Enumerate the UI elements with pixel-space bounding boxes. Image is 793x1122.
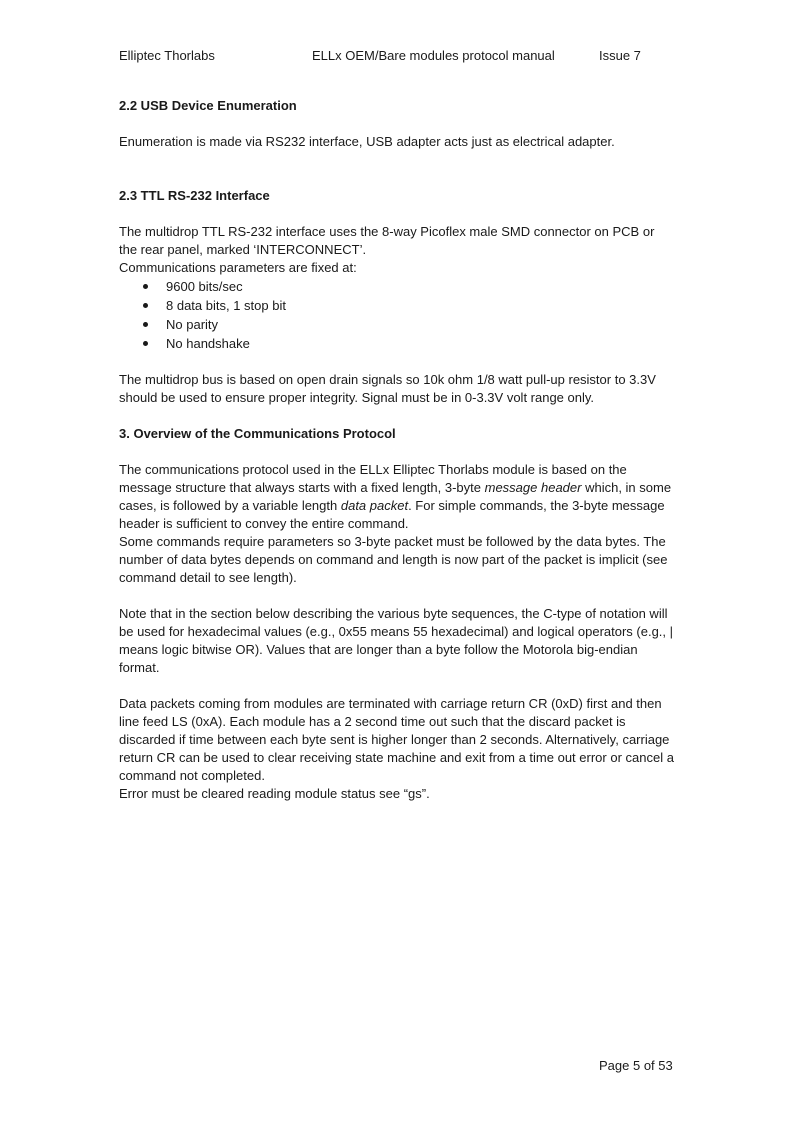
section-2-2-text: Enumeration is made via RS232 interface, USB adapter acts just as electrical adapter. (119, 134, 615, 149)
page-content (119, 97, 674, 803)
section-3-heading: 3. Overview of the Communications Protocol (119, 426, 396, 441)
list-item: No handshake (119, 334, 674, 353)
comm-parameters-list (119, 277, 674, 353)
list-item: No parity (119, 315, 674, 334)
section-2-3-heading: 2.3 TTL RS-232 Interface (119, 188, 270, 203)
section-3-paragraph-3: Note that in the section below describing the various byte sequences, the C-type of notation will be used for hexadecimal values (e.g., 0x55 means 55 hexadecimal) and logical operators (e.g., | means logic bitwise OR). Values that are longer than a byte follow the Motorola big-endian format. (119, 606, 674, 675)
section-2-3-paragraph-1: The multidrop TTL RS-232 interface uses the 8-way Picoflex male SMD connector on PCB or the rear panel, marked ‘INTERCONNECT’. (119, 224, 655, 257)
section-3-paragraph-5: Error must be cleared reading module status see “gs”. (119, 786, 430, 801)
page-number: Page 5 of 53 (599, 1058, 673, 1073)
section-2-2-heading: 2.2 USB Device Enumeration (119, 98, 297, 113)
header-title: ELLx OEM/Bare modules protocol manual (312, 48, 555, 63)
message-header-term: message header (484, 480, 582, 495)
section-3-paragraph-1: The communications protocol used in the ELLx Elliptec Thorlabs module is based on the message structure that always starts with a fixed length, 3-byte message header which, in some cases, is followed by a variable length data packet. For simple commands, the 3-byte message header is sufficient to convey the entire command. (119, 462, 672, 531)
header-issue: Issue 7 (599, 48, 641, 63)
list-item: 9600 bits/sec (119, 277, 674, 296)
section-2-3-paragraph-2: Communications parameters are fixed at: (119, 260, 357, 275)
section-3-paragraph-4: Data packets coming from modules are terminated with carriage return CR (0xD) first and then line feed LS (0xA). Each module has a 2 second time out such that the discard packet is discarded if time between each byte sent is higher longer than 2 seconds. Alternatively, carriage return CR can be used to clear receiving state machine and exit from a time out error or cancel a command not completed. (119, 696, 674, 783)
list-item: 8 data bits, 1 stop bit (119, 296, 674, 315)
header-company: Elliptec Thorlabs (119, 48, 215, 63)
section-3-paragraph-2: Some commands require parameters so 3-byte packet must be followed by the data bytes. The number of data bytes depends on command and length is now part of the packet is implicit (see command detail to see length). (119, 534, 668, 585)
section-2-3-paragraph-3: The multidrop bus is based on open drain signals so 10k ohm 1/8 watt pull-up resistor to 3.3V should be used to ensure proper integrity. Signal must be in 0-3.3V volt range only. (119, 372, 656, 405)
data-packet-term: data packet (340, 498, 409, 513)
